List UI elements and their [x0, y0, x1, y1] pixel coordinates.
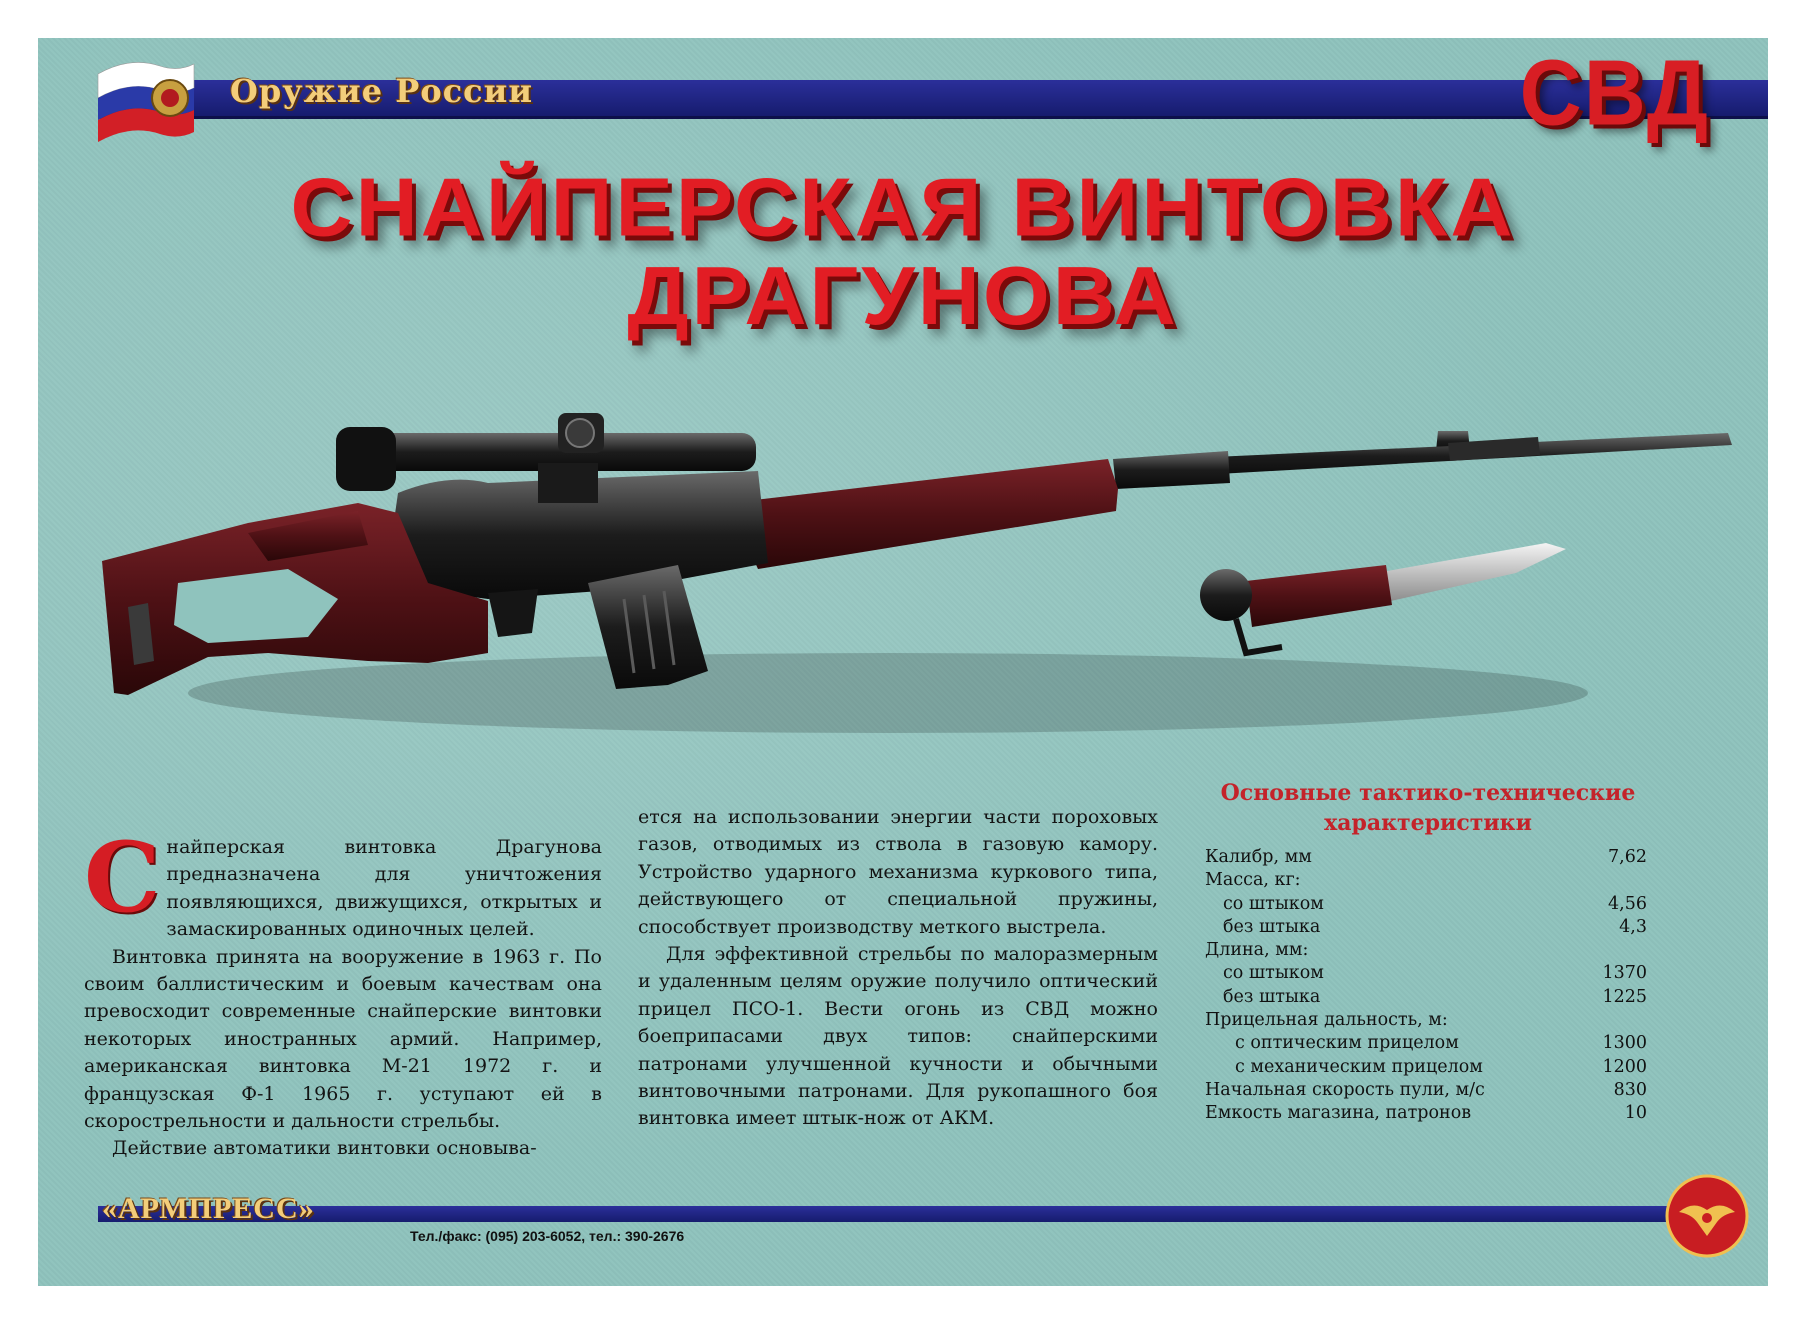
article-column-2	[638, 804, 1158, 1133]
article-paragraph-4: Для эффективной стрельбы по малоразмерным и удаленным целям оружие получило оптический прицел ПСО-1. Вести огонь из СВД можно боеприпасами двух типов: снайперскими патронами улучшенной кучности и обычными винтовочными патронами. Для рукопашного боя винтовка имеет штык-нож от АКМ.	[638, 943, 1158, 1130]
spec-label: со штыком	[1223, 893, 1324, 914]
article-paragraph-2: Винтовка принята на вооружение в 1963 г. По своим баллистическим и боевым качествам она превосходит современные снайперские винтовки некоторых иностранных армий. Например, американская винтовка М-21 1972 г. и французская Ф-1 1965 г. уступают ей в скорострельности и дальности стрельбы.	[84, 945, 602, 1133]
drop-cap: С	[84, 821, 161, 934]
spec-value	[1647, 1009, 1659, 1032]
bayonet	[1200, 543, 1566, 653]
spec-row	[1205, 1032, 1659, 1055]
rifle-shadow	[188, 653, 1588, 733]
spec-value: 1225	[1602, 986, 1647, 1007]
spec-value: 1370	[1602, 963, 1647, 984]
spec-value: 10	[1624, 1103, 1647, 1124]
spec-label: без штыка	[1223, 916, 1321, 937]
spec-label: с оптическим прицелом	[1235, 1033, 1459, 1054]
spec-row	[1205, 1056, 1659, 1079]
spec-value: 7,62	[1608, 847, 1647, 867]
specs-title-line-2: характеристики	[1324, 810, 1532, 836]
army-emblem-icon	[1665, 1174, 1749, 1258]
spec-row	[1205, 846, 1659, 869]
spec-value	[1647, 939, 1659, 962]
spec-row	[1205, 893, 1659, 916]
spec-row	[1205, 1009, 1659, 1032]
spec-row	[1205, 1102, 1659, 1125]
rifle-illustration	[68, 393, 1768, 793]
spec-row	[1205, 1079, 1659, 1102]
poster	[38, 38, 1768, 1286]
contact-info: Тел./факс: (095) 203-6052, тел.: 390-2676	[410, 1228, 685, 1244]
spec-value	[1647, 869, 1659, 892]
series-title: Оружие России	[230, 72, 534, 110]
spec-label: с механическим прицелом	[1235, 1056, 1483, 1077]
model-code: СВД	[1519, 41, 1710, 145]
spec-label: Калибр, мм	[1205, 847, 1312, 867]
spec-label: Емкость магазина, патронов	[1205, 1103, 1472, 1124]
article-paragraph-3: Действие автоматики винтовки основыва-	[112, 1137, 537, 1160]
spec-label: Масса, кг:	[1205, 870, 1301, 891]
title-line-1: СНАЙПЕРСКАЯ ВИНТОВКА	[290, 161, 1516, 254]
spec-label: без штыка	[1223, 986, 1321, 1007]
specs-title-line-1: Основные тактико-технические	[1220, 780, 1636, 806]
spec-row	[1205, 916, 1659, 939]
title-line-2: ДРАГУНОВА	[627, 250, 1179, 343]
page-title	[38, 161, 1768, 343]
spec-label: Длина, мм:	[1205, 940, 1309, 961]
spec-value: 4,56	[1608, 893, 1647, 914]
spec-label: со штыком	[1223, 963, 1324, 984]
spec-value: 830	[1613, 1079, 1647, 1100]
spec-row	[1205, 939, 1659, 962]
footer-bar	[98, 1206, 1728, 1222]
spec-label: Прицельная дальность, м:	[1205, 1010, 1448, 1031]
spec-label: Начальная скорость пули, м/с	[1205, 1079, 1485, 1100]
spec-value: 4,3	[1619, 916, 1647, 937]
specs-title	[1218, 778, 1638, 838]
spec-value: 1300	[1602, 1033, 1647, 1054]
article-paragraph-1	[84, 821, 602, 944]
russian-flag-emblem-icon	[90, 52, 200, 142]
spec-row	[1205, 986, 1659, 1009]
spec-row	[1205, 869, 1659, 892]
spec-value: 1200	[1602, 1056, 1647, 1077]
article-column-1	[84, 821, 602, 1163]
specs-table	[1205, 846, 1659, 1126]
spec-row	[1205, 962, 1659, 985]
paragraph-text: найперская винтовка Драгунова предназначена для уничтожения появляющихся, движущихся, открытых и замаскированных одиночных целей.	[166, 836, 602, 941]
publisher-name: «АРМПРЕСС»	[102, 1192, 315, 1225]
article-paragraph-3-continued: ется на использовании энергии части пороховых газов, отводимых из ствола в газовую камору. Устройство ударного механизма куркового типа, действующего от специальной пружины, способствует производству меткого выстрела.	[638, 806, 1158, 938]
